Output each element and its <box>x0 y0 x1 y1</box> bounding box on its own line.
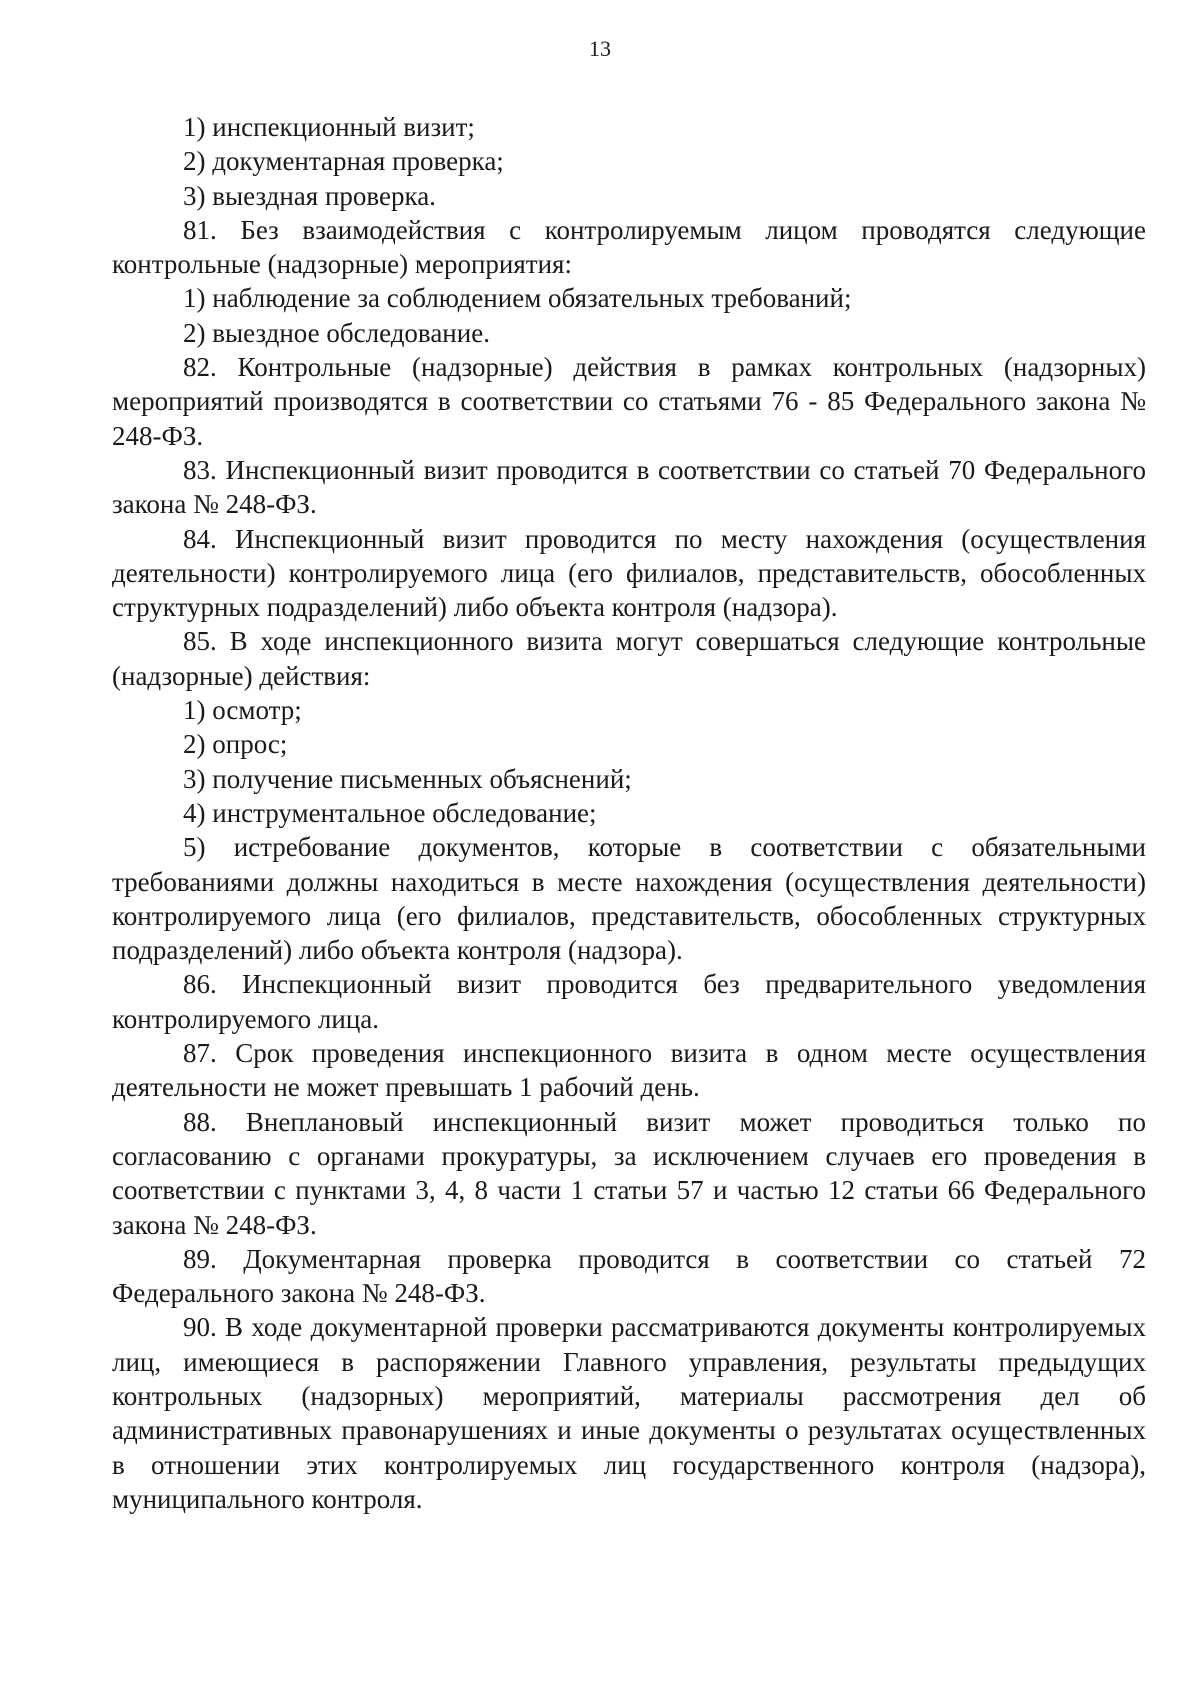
clause-83: 83. Инспекционный визит проводится в соответствии со статьей 70 Федерального закона № 248-ФЗ. <box>112 454 1146 520</box>
list-item-field-survey: 2) выездное обследование. <box>183 317 490 348</box>
list-item-observation: 1) наблюдение за соблюдением обязательных требований; <box>183 283 852 314</box>
clause-88: 88. Внеплановый инспекционный визит может проводиться только по согласованию с органами прокуратуры, за исключением случаев его проведения в соответствии с пунктами 3, 4, 8 части 1 статьи 57 и частью 12 статьи 66 Федерального закона № 248-ФЗ. <box>112 1106 1146 1240</box>
clause-82: 82. Контрольные (надзорные) действия в рамках контрольных (надзорных) мероприятий производятся в соответствии со статьями 76 - 85 Федерального закона № 248-ФЗ. <box>112 352 1146 451</box>
clause-87: 87. Срок проведения инспекционного визита в одном месте осуществления деятельности не может превышать 1 рабочий день. <box>112 1038 1146 1103</box>
list-item-document-request: 5) истребование документов, которые в соответствии с обязательными требованиями должны находиться в месте нахождения (осуществления деятельности) контролируемого лица (его филиалов, представительств, обособленных структурных подразделений) либо объекта контроля (надзора). <box>112 832 1146 966</box>
clause-86: 86. Инспекционный визит проводится без предварительного уведомления контролируемого лица. <box>112 969 1146 1034</box>
clause-85: 85. В ходе инспекционного визита могут совершаться следующие контрольные (надзорные) действия: <box>112 626 1146 691</box>
list-item-documentary-check: 2) документарная проверка; <box>183 146 504 177</box>
clause-84: 84. Инспекционный визит проводится по месту нахождения (осуществления деятельности) контролируемого лица (его филиалов, представительств, обособленных структурных подразделений) либо объекта контроля (надзора). <box>112 523 1146 623</box>
page-number: 13 <box>589 36 611 61</box>
clause-90: 90. В ходе документарной проверки рассматриваются документы контролируемых лиц, имеющиеся в распоряжении Главного управления, результаты предыдущих контрольных (надзорных) мероприятий, материалы рассмотрения дел об административных правонарушениях и иные документы о результатах осуществленных в отношении этих контролируемых лиц государственного контроля (надзора), муниципального контроля. <box>112 1312 1146 1514</box>
clause-81: 81. Без взаимодействия с контролируемым лицом проводятся следующие контрольные (надзорные) мероприятия: <box>112 214 1146 280</box>
list-item-instrumental-survey: 4) инструментальное обследование; <box>183 797 597 828</box>
list-item-field-check: 3) выездная проверка. <box>183 180 436 211</box>
list-item-inspection: 1) осмотр; <box>183 695 302 726</box>
list-item-interview: 2) опрос; <box>183 729 288 760</box>
clause-89: 89. Документарная проверка проводится в соответствии со статьей 72 Федерального закона № 248-ФЗ. <box>112 1243 1146 1309</box>
list-item-written-explanations: 3) получение письменных объяснений; <box>183 763 632 794</box>
list-item-inspection-visit: 1) инспекционный визит; <box>183 112 475 142</box>
document-body <box>112 110 1146 1516</box>
